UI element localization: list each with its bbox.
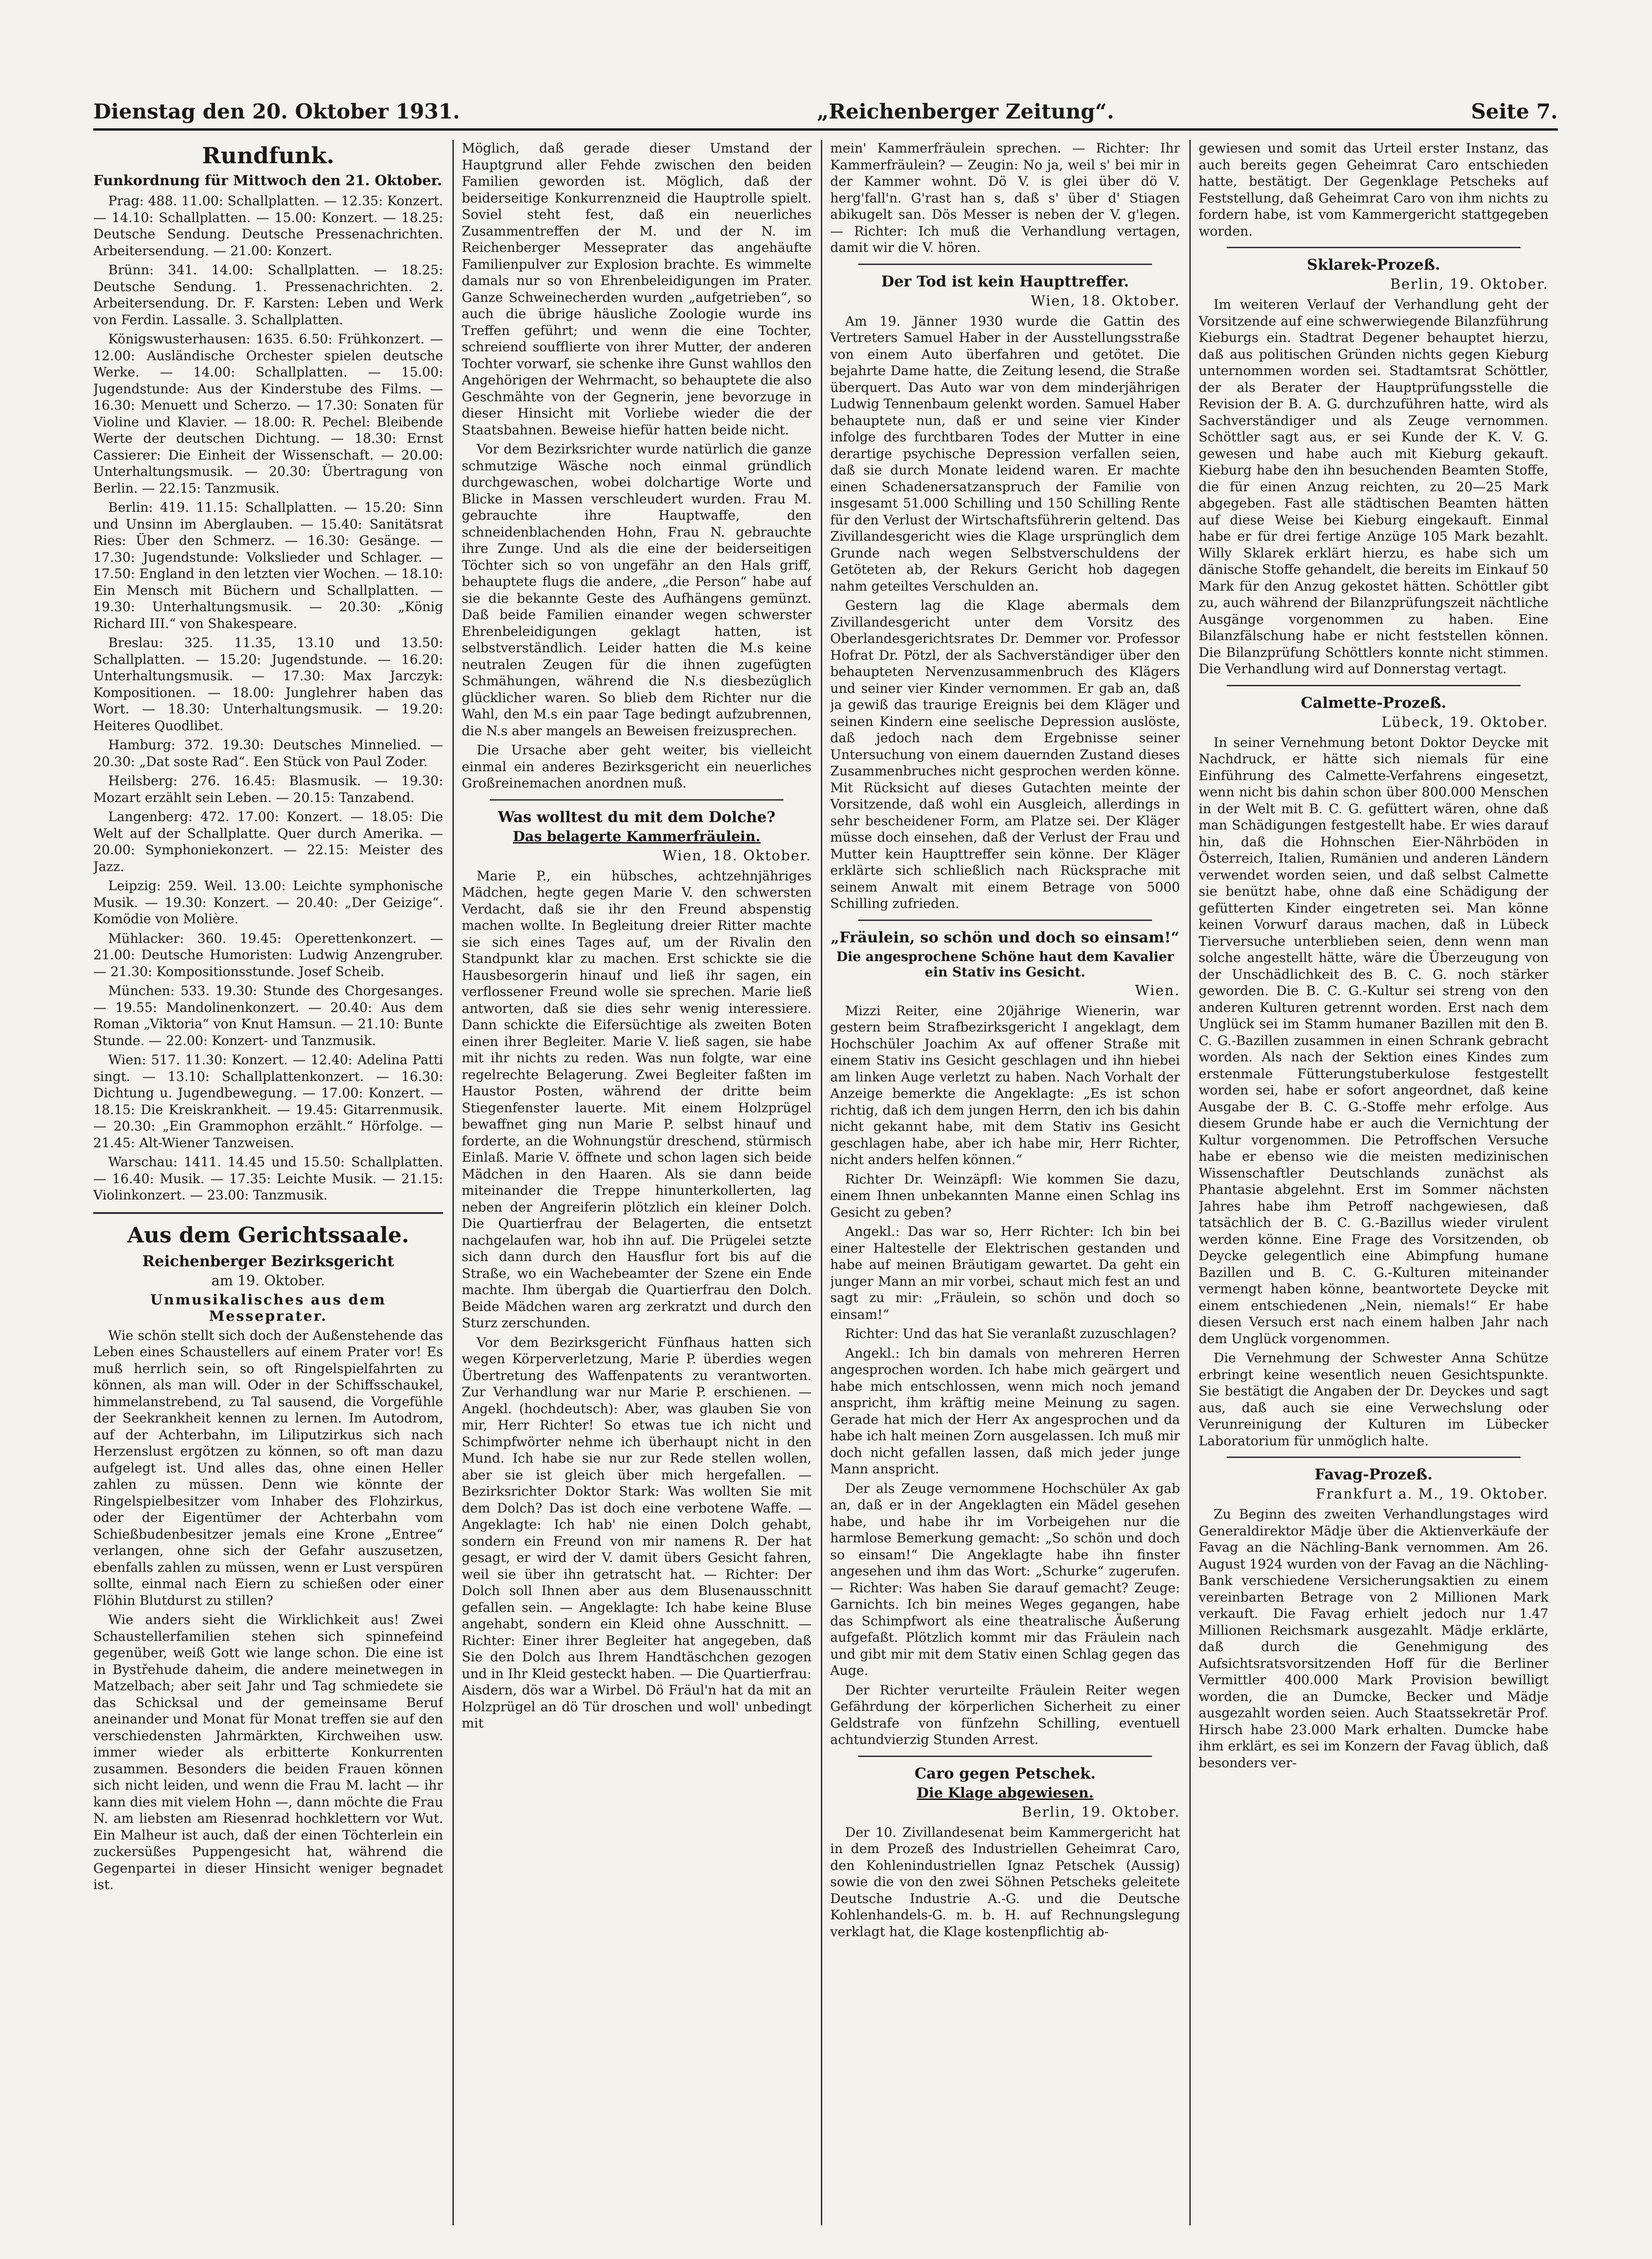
radio-langenberg: Langenberg: 472. 17.00: Konzert. — 18.05: Die Welt auf der Schallplatte. Quer durch Amerika. — 20.00: Symphoniekonzert. — 22.15: Meister des Jazz. bbox=[93, 809, 443, 874]
article-paragraph: Zu Beginn des zweiten Verhandlungstages wird Generaldirektor Mädje über die Aktienverkäufe der Favag an die Nächling-Bank vernommen. Am 26. August 1924 wurden von der Favag an die Nächling-Bank verschiedene Versicherungsaktien zu einem vereinbarten Betrage von 2 Millionen Mark verkauft. Die Favag erhielt jedoch nur 1.47 Millionen Reichsmark ausgezahlt. Mädje erklärte, daß durch die Genehmigung des Aufsichtsratsvorsitzenden Hoff für die Berliner Vermittler 400.000 Mark Provision bewilligt worden, die an Dumcke, Becker und Mädje ausgezahlt worden seien. Auch Staatssekretär Prof. Hirsch habe 23.000 Mark erhalten. Dumcke habe ihm erklärt, es sei im Konzern der Favag üblich, daß besonders ver- bbox=[1199, 1506, 1548, 1771]
bezirksgericht-date: am 19. Oktober. bbox=[211, 1272, 325, 1289]
article-paragraph: Möglich, daß gerade dieser Umstand der Hauptgrund aller Fehde zwischen den beiden Familien geworden ist. Möglich, daß der beiderseitige Konkurrenzneid die Hauptrolle spielt. Soviel steht fest, daß ein neuerliches Zusammentreffen der M. und der N. im Reichenberger Messeprater das angehäufte Familienpulver zur Explosion brachte. Es wimmelte damals nur so von Ehrenbeleidigungen im Prater. Ganze Schweinecherden wurden „aufgetrieben“, so auch die übrige häusliche Zoologie wurde ins Treffen geführt; und wenn die eine Tochter, schreiend soufflierte von ihrer Mutter, der anderen Tochter vorwarf, sie schenke ihre Gunst wahllos den Angehörigen der Wehrmacht, so behauptete die also Geschmähte von der Gegnerin, jene bevorzuge in dieser Hinsicht mit Vorliebe wieder die der Staatsbahnen. Beweise hiefür hatten beide nicht. bbox=[462, 140, 812, 438]
radio-hamburg: Hamburg: 372. 19.30: Deutsches Minnelied. — 20.30: „Dat soste Rad“. Een Stück von Paul Zoder. bbox=[93, 737, 443, 769]
article-paragraph: Am 19. Jänner 1930 wurde die Gattin des Vertreters Samuel Haber in der Ausstellungsstraße von einem Auto überfahren und getötet. Die bejahrte Dame hatte, die Zeitung lesend, die Straße überquert. Das Auto war von dem minderjährigen Ludwig Tennenbaum gelenkt worden. Samuel Haber behauptete nun, daß er und seine vier Kinder infolge des furchtbaren Todes der Mutter in eine derartige psychische Depression verfallen seien, daß sie durch Monate leidend waren. Er machte einen Schadenersatzanspruch der Familie von insgesamt 51.000 Schilling und 150 Schilling Rente für den Verlust der Wirtschaftsführerin geltend. Das Zivillandesgericht wies die Klage ursprünglich dem Grunde nach wegen Selbstverschuldens der Getöteten ab, der Rekurs Gericht hob dagegen nahm geteiltes Verschulden an. bbox=[830, 313, 1180, 594]
article-paragraph: Angekl.: Ich bin damals von mehreren Herren angesprochen worden. Ich habe mich geärgert und habe mich entschlossen, wenn mich noch jemand anspricht, ihm kräftig meine Meinung zu sagen. Gerade hat mich der Herr Ax angesprochen und da habe ich halt meinen Zorn ausgelassen. Ich muß mir doch nicht gefallen lassen, daß mich jeder junge Mann anspricht. bbox=[830, 1345, 1180, 1477]
article-subtitle-dolch: Das belagerte Kammerfräulein. bbox=[513, 828, 761, 845]
article-paragraph: Vor dem Bezirksrichter wurde natürlich die ganze schmutzige Wäsche noch einmal gründlich durchgewaschen, wobei dolchartige Worte und Blicke in Massen verschleudert wurden. Frau M. gebrauchte ihre Hauptwaffe, den schneidenblachenden Hohn, Frau N. gebrauchte ihre Zunge. Und als die eine der beiderseitigen Töchter sich so von ungefähr an den Hals griff, behauptete flugs die andere, „die Person“ habe auf sie die bekannte Geste des Aufhängens gemünzt. Daß beide Familien einander wegen schwerster Ehrenbeleidigungen geklagt hatten, ist selbstverständlich. Leider hatten die M.s keine neutralen Zeugen für die ihnen zugefügten Schmähungen, während die N.s diesbezüglich glücklicher waren. So blieb dem Richter nur die Wahl, den M.s ein paar Tage bedingt aufzubrennen, die N.s aber mangels an Beweisen freizusprechen. bbox=[462, 441, 812, 739]
column-rule bbox=[1189, 140, 1191, 2225]
article-paragraph: Die Vernehmung der Schwester Anna Schütze erbringt keine wesentlich neuen Gesichtspunkte. Sie bestätigt die Angaben der Dr. Deyckes und sagt aus, daß auch sie eine Verwechslung oder Verunreinigung der Kulturen im Lübecker Laboratorium für unmöglich halte. bbox=[1199, 1350, 1548, 1449]
article-divider bbox=[1227, 1457, 1520, 1458]
column-3 bbox=[830, 140, 1180, 2225]
article-paragraph: Der Richter verurteilte Fräulein Reiter wegen Gefährdung der körperlichen Sicherheit zu einer Geldstrafe von fünfzehn Schilling, eventuell achtundvierzig Stunden Arrest. bbox=[830, 1682, 1180, 1747]
article-title-tod: Der Tod ist kein Haupttreffer. bbox=[881, 272, 1129, 290]
article-title-caro: Caro gegen Petschek. bbox=[914, 1764, 1096, 1782]
article-subtitle-caro: Die Klage abgewiesen. bbox=[916, 1785, 1094, 1801]
radio-prag: Prag: 488. 11.00: Schallplatten. — 12.35: Konzert. — 14.10: Schallplatten. — 15.00: Konzert. — 18.25: Deutsche Sendung. Deutsche Pressenachrichten. Arbeitersendung. — 21.00: Konzert. bbox=[93, 193, 443, 258]
article-paragraph: Im weiteren Verlauf der Verhandlung geht der Vorsitzende auf eine schwerwiegende Bilanzführung Kieburgs ein. Stadtrat Degener behauptet hierzu, daß aus politischen Gründen nichts gegen Kieburg unternommen worden sei. Stadtamtsrat Schöttler, der als Berater der Hauptprüfungsstelle die Revision der B. A. G. durchzuführen hatte, wird als Sachverständiger und als Zeuge vernommen. Schöttler sagt aus, er sei Kunde der K. V. G. gewesen und habe auch mit Kieburg gekauft. Kieburg habe den ihn besuchenden Beamten Stoffe, die für einen Anzug reichten, zu 20—25 Mark abgegeben. Fast alle städtischen Beamten hätten auf diese Weise bei Kieburg eingekauft. Einmal habe er für drei fertige Anzüge 105 Mark bezahlt. Willy Sklarek erklärt hierzu, es habe sich um dänische Stoffe gehandelt, die bereits im Einkauf 50 Mark für den Anzug gekostet hätten. Schöttler gibt zu, auch während der Bilanzprüfungszeit nächtliche Ausgänge vorgenommen zu haben. Eine Bilanzfälschung habe er nicht feststellen können. Die Bilanzprüfung Schöttlers konnte nicht stimmen. Die Verhandlung wird auf Donnerstag vertagt. bbox=[1199, 297, 1548, 676]
funkordnung-heading: Funkordnung für Mittwoch den 21. Oktober. bbox=[93, 173, 442, 189]
article-paragraph: gewiesen und somit das Urteil erster Instanz, das auch bereits gegen Geheimrat Caro entschieden hatte, bestätigt. Der Gegenklage Petscheks auf Feststellung, daß Geheimrat Caro von ihm nichts zu fordern habe, ist vom Kammergericht stattgegeben worden. bbox=[1199, 140, 1548, 239]
newspaper-page bbox=[93, 89, 1558, 2235]
article-title-sklarek: Sklarek-Prozeß. bbox=[1307, 256, 1440, 273]
dateline-sklarek: Berlin, 19. Oktober. bbox=[1390, 276, 1548, 293]
radio-wien: Wien: 517. 11.30: Konzert. — 12.40: Adelina Patti singt. — 13.10: Schallplattenkonzert. — 16.30: Dichtung u. Jugendbewegung. — 17.00: Konzert. — 18.15: Die Kreiskrankheit. — 19.45: Gitarrenmusik. — 20.30: „Ein Grammophon erzählt.“ Hörfolge. — 21.45: Alt-Wiener Tanzweisen. bbox=[93, 1052, 443, 1150]
column-4 bbox=[1199, 140, 1548, 2225]
article-title-calmette: Calmette-Prozeß. bbox=[1300, 693, 1447, 711]
dateline-fraeulein: Wien. bbox=[1135, 982, 1180, 999]
radio-koenigswusterhausen: Königswusterhausen: 1635. 6.50: Frühkonzert. — 12.00: Ausländische Orchester spielen deutsche Werke. — 14.00: Schallplatten. — 15.00: Jugendstunde: Aus der Kinderstube des Films. — 16.30: Menuett und Scherzo. — 17.30: Sonaten für Violine und Klavier. — 18.00: R. Pechel: Bleibende Werte der deutschen Dichtung. — 18.30: Ernst Cassierer: Die Einheit der Wissenschaft. — 20.00: Unterhaltungsmusik. — 20.30: Übertragung von Berlin. — 22.15: Tanzmusik. bbox=[93, 331, 443, 496]
article-divider bbox=[858, 1756, 1152, 1757]
article-subtitle-fraeulein: Die angesprochene Schöne haut dem Kavalier ein Stativ ins Gesicht. bbox=[836, 948, 1174, 980]
header-masthead: „Reichenberger Zeitung“. bbox=[817, 100, 1114, 124]
article-divider bbox=[858, 264, 1152, 265]
dateline-calmette: Lübeck, 19. Oktober. bbox=[1381, 714, 1548, 731]
radio-heilsberg: Heilsberg: 276. 16.45: Blasmusik. — 19.30: Mozart erzählt sein Leben. — 20.15: Tanzabend. bbox=[93, 773, 443, 805]
dateline-favag: Frankfurt a. M., 19. Oktober. bbox=[1316, 1486, 1548, 1502]
columns bbox=[93, 140, 1558, 2225]
radio-breslau: Breslau: 325. 11.35, 13.10 und 13.50: Schallplatten. — 15.20: Jugendstunde. — 16.20: Unterhaltungsmusik. — 17.30: Max Jarczyk: Kompositionen. — 18.00: Junglehrer haben das Wort. — 18.30: Unterhaltungsmusik. — 19.20: Heiteres Quodlibet. bbox=[93, 635, 443, 733]
radio-bruenn: Brünn: 341. 14.00: Schallplatten. — 18.25: Deutsche Sendung. 1. Pressenachrichten. 2. Arbeitersendung. Dr. F. Karsten: Leben und Werk von Ferdin. Lassalle. 3. Schallplatten. bbox=[93, 262, 443, 328]
article-paragraph: Vor dem Bezirksgericht Fünfhaus hatten sich wegen Körperverletzung, Marie P. überdies wegen Übertretung des Waffenpatents zu verantworten. Zur Verhandlung war nur Marie P. erschienen. — Angekl. (hochdeutsch): Aber, was glauben Sie von mir, Herr Richter! So etwas tue ich nicht und Schimpfwörter nehme ich überhaupt nicht in den Mund. Ich habe sie nur zur Rede stellen wollen, aber sie ist gleich über mich hergefallen. — Bezirksrichter Doktor Stark: Was wollten Sie mit dem Dolch? Das ist doch eine verbotene Waffe. — Angeklagte: Ich hab' nie einen Dolch gehabt, sondern ein Freund von mir namens R. Der hat gesagt, er wird der V. damit übers Gesicht fahren, weil sie über ihn getratscht hat. — Richter: Der Dolch soll Ihnen aber aus dem Blusenausschnitt gefallen sein. — Angeklagte: Ich habe keine Bluse angehabt, sondern ein Kleid ohne Ausschnitt. — Richter: Einer ihrer Begleiter hat angegeben, daß Sie den Dolch aus Ihrem Handtäschchen gezogen und in Ihr Kleid gesteckt haben. — Die Quartierfrau: Aisdern, dös war a Wirbel. Dö Fräul'n hat da mit an Holzprügel an dö Tür droschen und woll' unbedingt mit bbox=[462, 1334, 812, 1731]
article-paragraph: Der 10. Zivillandesenat beim Kammergericht hat in dem Prozeß des Industriellen Geheimrat Caro, den Kohlenindustriellen Ignaz Petschek (Aussig) sowie die von den zwei Söhnen Petscheks geleitete Deutsche Industrie A.-G. und die Deutsche Kohlenhandels-G. m. b. H. auf Rechnungslegung verklagt hat, die Klage kostenpflichtig ab- bbox=[830, 1824, 1180, 1939]
header-page-number: Seite 7. bbox=[1471, 100, 1558, 124]
column-rule bbox=[452, 140, 454, 2225]
article-paragraph: Die Ursache aber geht weiter, bis vielleicht einmal ein anderes Bezirksgericht ein neuerliches Großreinemachen anordnen muß. bbox=[462, 742, 812, 791]
article-paragraph: Richter Dr. Weinzäpfl: Wie kommen Sie dazu, einem Ihnen unbekannten Manne einen Schlag ins Gesicht zu geben? bbox=[830, 1171, 1180, 1220]
article-paragraph: mein' Kammerfräulein sprechen. — Richter: Ihr Kammerfräulein? — Zeugin: No ja, weil s' bei mir in der Kammer wohnt. Dö V. is glei über dö V. herg'fall'n. G'rast han s, daß s' über d' Stiagen abikugelt san. Dös Messer is neben der V. g'legen. — Richter: Ich muß die Verhandlung vertagen, damit wir die V. hören. bbox=[830, 140, 1180, 255]
article-title-favag: Favag-Prozeß. bbox=[1314, 1465, 1433, 1483]
column-2 bbox=[462, 140, 812, 2225]
page-header bbox=[93, 89, 1558, 131]
article-divider bbox=[490, 799, 784, 801]
rundfunk-title: Rundfunk. bbox=[202, 143, 334, 169]
article-paragraph: Der als Zeuge vernommene Hochschüler Ax gab an, daß er in der Angeklagten ein Mädel gesehen habe, und habe ihr im Vorbeigehen nur die harmlose Bemerkung gemacht: „So schön und doch so einsam!“ Die Angeklagte habe ihn finster angesehen und ihm das Wort: „Schurke“ zugerufen. — Richter: Was haben Sie darauf gemacht? Zeuge: Garnichts. Ich bin meines Weges gegangen, habe das Schimpfwort als eine theatralische Äußerung aufgefaßt. Plötzlich kommt mir das Fräulein nach und gibt mir mit dem Stativ einen Schlag gegen das Auge. bbox=[830, 1480, 1180, 1678]
article-paragraph: Richter: Und das hat Sie veranlaßt zuzuschlagen? bbox=[845, 1326, 1176, 1341]
column-rule bbox=[821, 140, 822, 2225]
gerichtssaal-title: Aus dem Gerichtssaale. bbox=[127, 1222, 410, 1248]
dateline-tod: Wien, 18. Oktober. bbox=[1031, 293, 1180, 309]
radio-warschau: Warschau: 1411. 14.45 und 15.50: Schallplatten. — 16.40: Musik. — 17.35: Leichte Musik. — 21.15: Violinkonzert. — 23.00: Tanzmusik. bbox=[93, 1154, 443, 1203]
article-title-messeprater: Unmusikalisches aus dem Messeprater. bbox=[150, 1291, 386, 1325]
article-paragraph: Marie P., ein hübsches, achtzehnjähriges Mädchen, hegte gegen Marie V. den schwersten Verdacht, daß sie ihr den Freund abspenstig machen wollte. In Begleitung dreier Ritter machte sie sich eines Tages auf, um der Rivalin den Standpunkt klar zu machen. Erst schickte sie die Hausbesorgerin hinauf und ließ ihr sagen, ein verflossener Freund wolle sie sprechen. Marie ließ antworten, daß sie dies sehr wenig interessiere. Dann schickte die Eifersüchtige als zweiten Boten einen ihrer Begleiter. Marie V. ließ sagen, sie habe mit ihr nichts zu reden. Was nun folgte, war eine regelrechte Belagerung. Zwei Begleiter faßten im Haustor Posten, während der dritte beim Stiegenfenster lauerte. Mit einem Holzprügel bewaffnet ging nun Marie P. selbst hinauf und forderte, an die Wohnungstür dreschend, stürmisch Einlaß. Marie V. öffnete und schon lagen sich beide Mädchen in den Haaren. Als sie dann beide miteinander die Treppe hinunterkollerten, lag neben der Angreiferin plötzlich ein kleiner Dolch. Die Quartierfrau der Belagerten, die entsetzt nachgelaufen war, hob ihn auf. Die Prügelei setzte sich dann durch den Hausflur fort bis auf die Straße, wo ein Wachebeamter der Szene ein Ende machte. Ihm übergab die Quartierfrau den Dolch. Beide Mädchen waren arg zerkratzt und durch den Sturz zerschunden. bbox=[462, 868, 812, 1331]
column-1 bbox=[93, 140, 443, 2225]
radio-muenchen: München: 533. 19.30: Stunde des Chorgesanges. — 19.55: Mandolinenkonzert. — 20.40: Aus dem Roman „Viktoria“ von Knut Hamsun. — 21.10: Bunte Stunde. — 22.00: Konzert- und Tanzmusik. bbox=[93, 983, 443, 1048]
article-title-fraeulein: „Fräulein, so schön und doch so einsam!“ bbox=[831, 928, 1180, 946]
article-divider bbox=[858, 920, 1152, 921]
article-paragraph: Wie schön stellt sich doch der Außenstehende das Leben eines Schaustellers auf einem Prater vor! Es muß herrlich sein, so oft Ringelspielfahrten zu können, als man will. Oder in der Schiffsschaukel, himmelanstrebend, zu Tal sausend, die Vorgefühle der Seekrankheit kennen zu lernen. Im Autodrom, auf der Achterbahn, im Liliputzirkus sich nach Herzenslust ergötzen zu können, so oft man dazu aufgelegt ist. Und alles das, ohne einen Heller zahlen zu müssen. Denn wie könnte der Ringelspielbesitzer vom Inhaber des Flohzirkus, oder der Eigentümer der Achterbahn vom Schießbudenbesitzer jemals eine Krone „Entree“ verlangen, ohne sich der Gefahr auszusetzen, ebenfalls zahlen zu müssen, wenn er Lust verspüren sollte, einmal nach Eiern zu schießen oder einer Flöhin Blutdurst zu stillen? bbox=[93, 1327, 443, 1608]
article-title-dolch: Was wolltest du mit dem Dolche? bbox=[498, 808, 776, 826]
article-divider bbox=[1227, 247, 1520, 248]
article-paragraph: In seiner Vernehmung betont Doktor Deycke mit Nachdruck, er hätte sich niemals für eine Einführung des Calmette-Verfahrens eingesetzt, wenn nicht bis dahin schon über 800.000 Menschen in der Welt mit B. C. G. gefüttert wären, ohne daß man Schädigungen festgestellt habe. Er wies darauf hin, daß die Hohnschen Eier-Nährböden in Österreich, Italien, Rumänien und anderen Ländern verwendet worden seien, und daß selbst Calmette sie benützt habe, ohne daß eine Schädigung der gefütterten Kinder eingetreten sei. Man könne keinen Vorwurf daraus machen, daß in Lübeck Tierversuche unterblieben seien, denn wenn man solche angestellt hätte, wäre die Überzeugung von der Unschädlichkeit des B. C. G. noch stärker geworden. Die B. C. G.-Kultur sei streng von den anderen Kulturen getrennt worden. Erst nach dem Unglück sei im Stamm humaner Bazillen mit den B. C. G.-Bazillen zusammen in einen Schrank gebracht worden. Als nach der Sektion eines Kindes zum erstenmale Fütterungstuberkulose festgestellt worden sei, habe er sofort angeordnet, daß keine Ausgabe der B. C. G.-Stoffe mehr erfolge. Aus diesem Grunde habe er auch die Vernichtung der Kultur vorgenommen. Die Petroffschen Versuche habe er ebenso wie die meisten medizinischen Wissenschaftler Deutschlands zunächst als Phantasie abgelehnt. Erst im Sommer nächsten Jahres habe ihm Petroff nachgewiesen, daß tatsächlich der B. C. G.-Bazillus wieder virulent werden könne. Eine Frage des Vorsitzenden, ob Deycke gelegentlich eine Abimpfung humane Bazillen und B. C. G.-Kulturen miteinander vermengt haben könne, beantwortete Deycke mit einem entschiedenen „Nein, niemals!“ Er habe diesen Versuch erst nach einem halben Jahr nach dem Unglück vorgenommen. bbox=[1199, 734, 1548, 1346]
article-divider bbox=[1227, 685, 1520, 686]
article-paragraph: Angekl.: Das war so, Herr Richter: Ich bin bei einer Haltestelle der Elektrischen gestanden und habe auf meinen Bräutigam gewartet. Da geht ein junger Mann an mir vorbei, schaut mich fest an und sagt zu mir: „Fräulein, so schön und doch so einsam!“ bbox=[830, 1224, 1180, 1322]
radio-muehlacker: Mühlacker: 360. 19.45: Operettenkonzert. — 21.00: Deutsche Humoristen: Ludwig Anzengruber. — 21.30: Kompositionsstunde. Josef Scheib. bbox=[93, 930, 443, 979]
radio-berlin: Berlin: 419. 11.15: Schallplatten. — 15.20: Sinn und Unsinn im Aberglauben. — 15.40: Sanitätsrat Ries: Über den Schmerz. — 16.30: Gesänge. — 17.30: Jugendstunde: Volkslieder und Schlager. — 17.50: England in den letzten vier Wochen. — 18.10: Ein Mensch mit Büchern und Schallplatten. — 19.30: Unterhaltungsmusik. — 20.30: „König Richard III.“ von Shakespeare. bbox=[93, 500, 443, 631]
dateline-caro: Berlin, 19. Oktober. bbox=[1021, 1804, 1180, 1820]
article-paragraph: Gestern lag die Klage abermals dem Zivillandesgericht unter dem Vorsitz des Oberlandesgerichtsrates Dr. Demmer vor. Professor Hofrat Dr. Pötzl, der als Sachverständiger über den behaupteten Nervenzusammenbruch des Klägers und seiner vier Kinder vernommen. Er gab an, daß ja gewiß das traurige Ereignis bei dem Kläger und seinen Kindern eine seelische Depression auslöste, daß jedoch nach dem Ergebnisse seiner Untersuchung von einem dauernden Zustand dieses Zusammenbruches nicht gesprochen werden könne. Mit Rücksicht auf dieses Gutachten meinte der Vorsitzende, daß wohl ein Ausgleich, allerdings in sehr bescheidener Form, am Platze sei. Der Kläger müsse doch einsehen, daß der Verlust der Frau und Mutter kein Haupttreffer sein könne. Der Kläger erklärte sich schließlich nach Rücksprache mit seinem Anwalt mit einem Betrage von 5000 Schilling zufrieden. bbox=[830, 598, 1180, 911]
radio-leipzig: Leipzig: 259. Weil. 13.00: Leichte symphonische Musik. — 19.30: Konzert. — 20.40: „Der Geizige“. Komödie von Molière. bbox=[93, 878, 443, 927]
bezirksgericht-heading: Reichenberger Bezirksgericht bbox=[142, 1252, 394, 1270]
section-divider bbox=[93, 1212, 443, 1214]
article-paragraph: Wie anders sieht die Wirklichkeit aus! Zwei Schaustellerfamilien stehen sich spinnefeind gegenüber, weiß Gott wie lange schon. Die eine ist in Bystřehude daheim, die andere meinetwegen in Matzelbach; aber seit Jahr und Tag schmiedete sie das Schicksal und der gemeinsame Beruf aneinander und Monat für Monat treffen sie auf den verschiedensten Jahrmärkten, Kirchweihen usw. immer wieder als erbitterte Konkurrenten zusammen. Besonders die beiden Frauen können sich nicht leiden, und wenn die Frau M. lacht — ihr kann dies mit vielem Hohn —, dann möchte die Frau N. am liebsten am Riesenrad hochklettern vor Wut. Ein Malheur ist auch, daß der einen Töchterlein ein zuckersüßes Puppengesicht hat, während die Gegenpartei in dieser Hinsicht weniger begnadet ist. bbox=[93, 1612, 443, 1892]
header-date: Dienstag den 20. Oktober 1931. bbox=[93, 100, 460, 124]
dateline-dolch: Wien, 18. Oktober. bbox=[662, 847, 812, 864]
article-paragraph: Mizzi Reiter, eine 20jährige Wienerin, war gestern beim Strafbezirksgericht I angeklagt, dem Hochschüler Joachim Ax auf offener Straße mit einem Stativ ins Gesicht geschlagen und ihn hiebei am linken Auge verletzt zu haben. Nach Vorhalt der Anzeige bemerkte die Angeklagte: „Es ist schon richtig, daß ich dem jungen Herrn, den ich bis dahin nicht gekannt habe, mit dem Stativ ins Gesicht geschlagen habe, aber ich habe mir, Herr Richter, nicht anders helfen können.“ bbox=[830, 1003, 1180, 1167]
